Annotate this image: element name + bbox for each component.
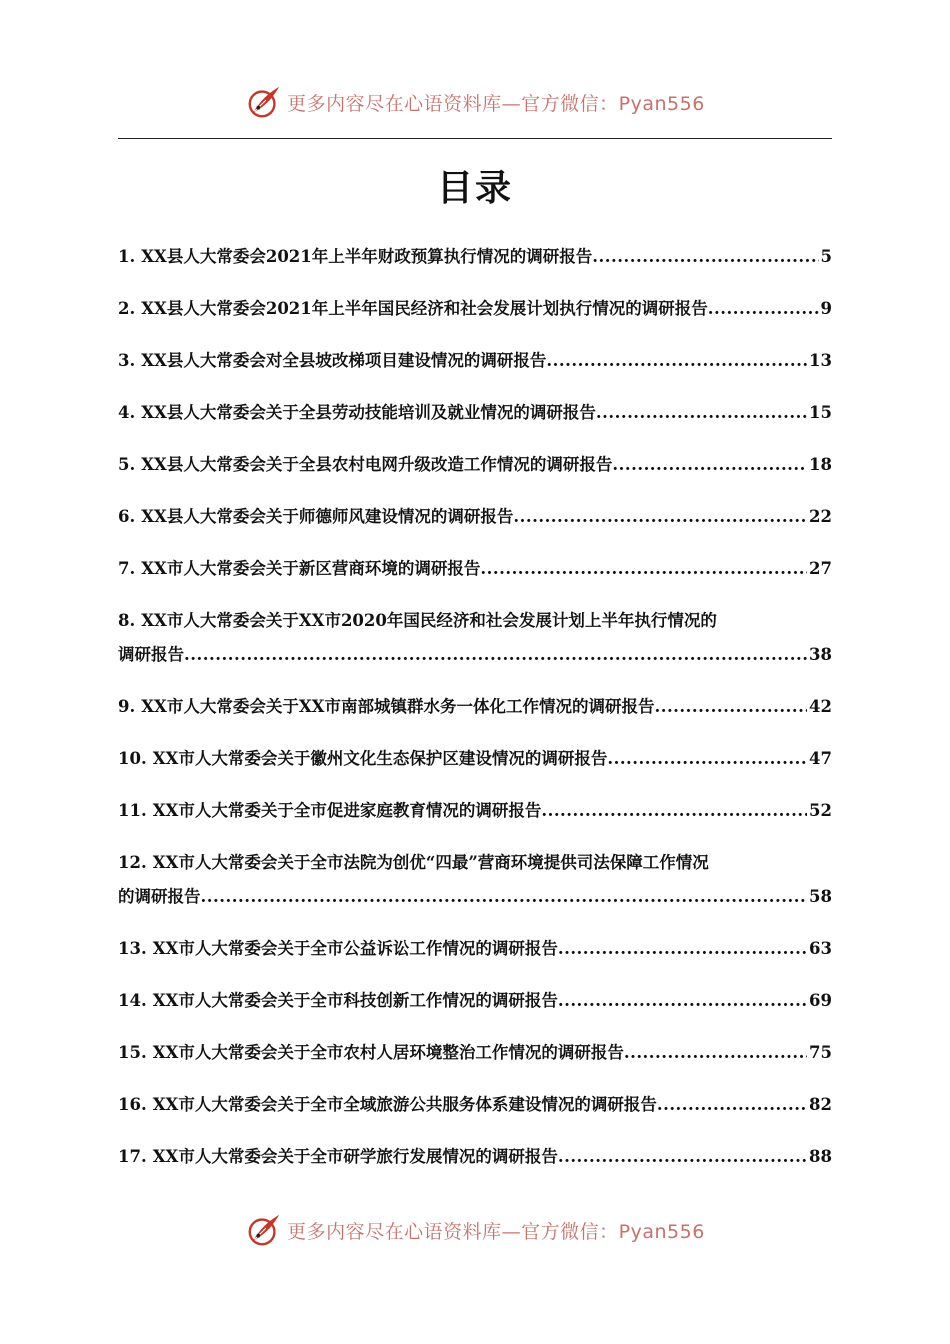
toc-entry-title: XX市人大常委会关于全市全域旅游公共服务体系建设情况的调研报告 [152,1095,657,1114]
toc-entry-number: 15. [118,1043,147,1062]
toc-entry-title: XX县人大常委会关于师德师风建设情况的调研报告 [141,507,514,526]
banner-text: 更多内容尽在心语资料库—官方微信：Pyan556 [287,92,705,115]
toc-entry-title: XX县人大常委会2021年上半年国民经济和社会发展计划执行情况的调研报告 [141,299,708,318]
toc-dot-leader [708,292,819,326]
toc-page-number: 38 [809,645,832,664]
toc-dot-leader [184,638,807,672]
toc-dot-leader [558,1140,807,1174]
toc-page-number: 13 [809,351,832,370]
toc-entry[interactable] [118,500,832,534]
toc-dot-leader [513,500,807,534]
toc-entry[interactable] [118,984,832,1018]
toc-page-number: 42 [809,697,832,716]
toc-entry-number: 2. [118,299,136,318]
toc-entry[interactable] [118,240,832,274]
toc-entry-number: 12. [118,853,147,872]
toc-entry-number: 16. [118,1095,147,1114]
page-title: 目录 [436,167,513,209]
toc-page-number: 5 [820,247,832,266]
toc-entry-title: XX市人大常委会关于全市公益诉讼工作情况的调研报告 [152,939,558,958]
toc-dot-leader [607,742,807,776]
toc-entry-title: XX市人大常委会关于全市法院为创优“四最”营商环境提供司法保障工作情况 [152,853,709,872]
toc-entry[interactable] [118,604,832,672]
toc-entry[interactable] [118,552,832,586]
toc-page-number: 15 [809,403,832,422]
toc-entry-number: 9. [118,697,136,716]
toc-dot-leader [596,396,807,430]
toc-entry[interactable] [118,396,832,430]
toc-entry-number: 5. [118,455,136,474]
toc-entry-title: XX市人大常委会关于全市研学旅行发展情况的调研报告 [152,1147,558,1166]
toc-entry[interactable] [118,344,832,378]
toc-dot-leader [480,552,807,586]
toc-entry-title: XX县人大常委会关于全县农村电网升级改造工作情况的调研报告 [141,455,613,474]
toc-entry-title: XX县人大常委会2021年上半年财政预算执行情况的调研报告 [141,247,593,266]
toc-page-number: 27 [809,559,832,578]
toc-page-number: 52 [809,801,832,820]
toc-dot-leader [546,344,807,378]
header-banner [0,82,950,122]
toc-entry[interactable] [118,742,832,776]
toc-entry-title: XX市人大常委会关于XX市2020年国民经济和社会发展计划上半年执行情况的 [141,611,717,630]
toc-entry-title: XX市人大常委会关于徽州文化生态保护区建设情况的调研报告 [152,749,608,768]
toc-entry-title: XX市人大常委会关于XX市南部城镇群水务一体化工作情况的调研报告 [141,697,655,716]
toc-entry-number: 13. [118,939,147,958]
toc-entry-number: 6. [118,507,136,526]
toc-entry-title: XX县人大常委会关于全县劳动技能培训及就业情况的调研报告 [141,403,596,422]
toc-entry[interactable] [118,846,832,914]
toc-page-number: 22 [809,507,832,526]
toc-entry-number: 3. [118,351,136,370]
toc-entry-title: XX县人大常委会对全县坡改梯项目建设情况的调研报告 [141,351,547,370]
toc-dot-leader [541,794,807,828]
toc-entry-title: XX市人大常委会关于全市科技创新工作情况的调研报告 [152,991,558,1010]
toc-entry[interactable] [118,794,832,828]
toc-entry[interactable] [118,1140,832,1174]
toc-entry-title: XX市人大常委关于全市促进家庭教育情况的调研报告 [152,801,542,820]
toc-entry-number: 4. [118,403,136,422]
toc-entry-title-continued: 调研报告 [118,645,184,664]
toc-entry[interactable] [118,690,832,724]
toc-entry-number: 8. [118,611,136,630]
toc-dot-leader [612,448,807,482]
toc-entry-title: XX市人大常委会关于全市农村人居环境整治工作情况的调研报告 [152,1043,624,1062]
toc-entry-number: 7. [118,559,136,578]
toc-page-number: 58 [809,887,832,906]
toc-page-number: 88 [809,1147,832,1166]
header-divider [118,138,832,139]
quill-pen-logo-icon [245,83,283,121]
toc-dot-leader [654,690,807,724]
toc-dot-leader [558,932,807,966]
toc-entry-number: 10. [118,749,147,768]
toc-entry[interactable] [118,1036,832,1070]
quill-pen-logo-icon [245,1211,283,1249]
table-of-contents [118,240,832,1192]
toc-entry[interactable] [118,292,832,326]
toc-page-number: 75 [809,1043,832,1062]
toc-dot-leader [657,1088,807,1122]
toc-page-number: 63 [809,939,832,958]
toc-entry[interactable] [118,448,832,482]
toc-page-number: 82 [809,1095,832,1114]
toc-page-number: 69 [809,991,832,1010]
toc-entry-number: 11. [118,801,147,820]
toc-entry[interactable] [118,1088,832,1122]
toc-page-number: 9 [820,299,832,318]
banner-text: 更多内容尽在心语资料库—官方微信：Pyan556 [287,1220,705,1243]
toc-entry[interactable] [118,932,832,966]
toc-entry-title: XX市人大常委会关于新区营商环境的调研报告 [141,559,481,578]
toc-entry-title-continued: 的调研报告 [118,887,201,906]
toc-entry-number: 1. [118,247,136,266]
toc-entry-number: 17. [118,1147,147,1166]
footer-banner [0,1210,950,1250]
toc-dot-leader [558,984,807,1018]
toc-dot-leader [592,240,818,274]
toc-dot-leader [201,880,808,914]
toc-entry-number: 14. [118,991,147,1010]
toc-dot-leader [624,1036,807,1070]
toc-page-number: 18 [809,455,832,474]
toc-page-number: 47 [809,749,832,768]
